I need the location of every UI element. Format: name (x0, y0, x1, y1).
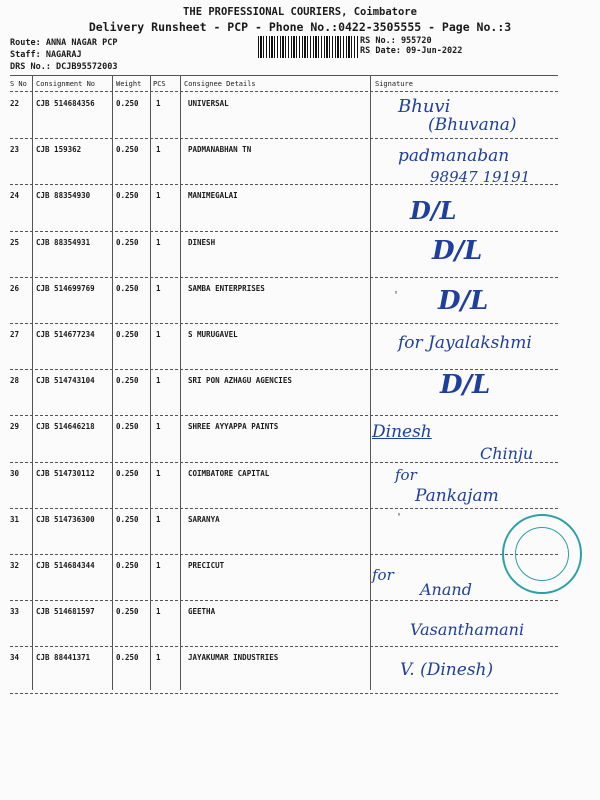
row-consignee: DINESH (188, 237, 216, 247)
col-consignee: Consignee Details (184, 80, 256, 88)
signature: V. (Dinesh) (400, 660, 494, 680)
signature: Vasanthamani (410, 620, 525, 639)
col-signature: Signature (375, 80, 413, 88)
header-title: Delivery Runsheet - PCP - Phone No.:0422-3505555 - Page No.:3 (88, 20, 512, 34)
signature: Chinju (480, 444, 534, 463)
signature: for (372, 566, 394, 584)
row-consignee: JAYAKUMAR INDUSTRIES (188, 653, 279, 663)
row-consignment-no: CJB 159362 (36, 145, 82, 155)
table-top-rule (10, 75, 558, 76)
row-pcs: 1 (156, 653, 161, 663)
col-consignment: Consignment No (36, 80, 96, 88)
row-consignment-no: CJB 88354930 (36, 191, 91, 201)
row-sno: 27 (10, 330, 20, 339)
signature: D/L (438, 286, 489, 316)
row-separator (10, 415, 558, 416)
row-consignee: SARANYA (188, 514, 220, 524)
row-separator (10, 277, 558, 278)
row-consignee: S MURUGAVEL (188, 330, 238, 339)
signature: D/L (440, 370, 491, 400)
header-company: THE PROFESSIONAL COURIERS, Coimbatore (183, 6, 417, 18)
row-consignee: PRECICUT (188, 561, 225, 570)
row-consignee: SRI PON AZHAGU AGENCIES (188, 376, 292, 386)
row-pcs: 1 (156, 283, 161, 293)
row-consignment-no: CJB 514681597 (36, 607, 95, 617)
row-weight: 0.250 (116, 468, 139, 478)
row-pcs: 1 (156, 422, 161, 432)
row-separator (10, 462, 558, 463)
tick-mark: ' (396, 512, 403, 523)
row-consignment-no: CJB 514730112 (36, 468, 95, 478)
row-weight: 0.250 (116, 653, 139, 663)
row-weight: 0.250 (116, 191, 139, 201)
row-pcs: 1 (156, 376, 161, 386)
barcode (258, 36, 358, 58)
row-separator (10, 508, 558, 509)
row-consignment-no: CJB 514684344 (36, 561, 95, 570)
row-sno: 29 (10, 422, 20, 432)
row-consignment-no: CJB 514646218 (36, 422, 95, 432)
row-separator (10, 693, 558, 694)
row-consignee: SAMBA ENTERPRISES (188, 283, 265, 293)
row-consignee: COIMBATORE CAPITAL (188, 468, 270, 478)
route-label: Route: ANNA NAGAR PCP (10, 38, 118, 48)
signature: padmanaban (398, 146, 510, 166)
row-pcs: 1 (156, 237, 161, 247)
col-divider (32, 76, 33, 690)
row-separator (10, 600, 558, 601)
row-consignee: MANIMEGALAI (188, 191, 238, 201)
row-sno: 26 (10, 283, 20, 293)
row-consignment-no: CJB 514684356 (36, 99, 95, 108)
signature: D/L (410, 196, 457, 225)
rs-date: RS Date: 09-Jun-2022 (360, 46, 463, 56)
row-weight: 0.250 (116, 607, 139, 617)
signature: Pankajam (415, 486, 499, 506)
col-pcs: PCS (153, 80, 166, 88)
row-consignee: PADMANABHAN TN (188, 145, 252, 155)
signature: Dinesh (372, 422, 432, 442)
signature: Bhuvi (398, 96, 451, 117)
signature: for (395, 466, 417, 484)
row-pcs: 1 (156, 607, 161, 617)
row-consignment-no: CJB 514736300 (36, 514, 95, 524)
row-sno: 28 (10, 376, 20, 386)
row-consignee: GEETHA (188, 607, 216, 617)
row-weight: 0.250 (116, 99, 139, 108)
row-separator (10, 231, 558, 232)
row-weight: 0.250 (116, 561, 139, 570)
row-weight: 0.250 (116, 283, 139, 293)
row-consignment-no: CJB 514677234 (36, 330, 95, 339)
row-consignment-no: CJB 88441371 (36, 653, 91, 663)
row-weight: 0.250 (116, 237, 139, 247)
row-pcs: 1 (156, 514, 161, 524)
row-sno: 32 (10, 561, 20, 570)
row-sno: 22 (10, 99, 20, 108)
row-consignment-no: CJB 88354931 (36, 237, 91, 247)
row-separator (10, 138, 558, 139)
col-weight: Weight (116, 80, 142, 88)
header-rule (10, 91, 558, 92)
row-separator (10, 554, 558, 555)
rs-number: RS No.: 955720 (360, 36, 432, 46)
signature: (Bhuvana) (428, 115, 517, 135)
row-sno: 34 (10, 653, 20, 663)
signature: for Jayalakshmi (398, 333, 532, 353)
signature: Anand (420, 580, 472, 599)
col-divider (112, 76, 113, 690)
row-sno: 30 (10, 468, 20, 478)
row-pcs: 1 (156, 99, 161, 108)
col-sno: S No (10, 80, 27, 88)
col-divider (150, 76, 151, 690)
row-pcs: 1 (156, 468, 161, 478)
row-consignee: SHREE AYYAPPA PAINTS (188, 422, 279, 432)
col-divider (180, 76, 181, 690)
stamp-inner-ring (515, 527, 569, 581)
drs-label: DRS No.: DCJB95572003 (10, 62, 118, 72)
row-weight: 0.250 (116, 145, 139, 155)
col-divider (370, 76, 371, 690)
row-pcs: 1 (156, 330, 161, 339)
row-sno: 31 (10, 514, 20, 524)
row-sno: 33 (10, 607, 20, 617)
row-consignee: UNIVERSAL (188, 99, 229, 108)
row-sno: 25 (10, 237, 20, 247)
row-consignment-no: CJB 514743104 (36, 376, 95, 386)
row-weight: 0.250 (116, 330, 139, 339)
tick-mark: ' (393, 290, 400, 301)
signature: D/L (432, 236, 483, 266)
row-weight: 0.250 (116, 376, 139, 386)
row-pcs: 1 (156, 145, 161, 155)
row-weight: 0.250 (116, 514, 139, 524)
row-separator (10, 646, 558, 647)
row-sno: 23 (10, 145, 20, 155)
row-consignment-no: CJB 514699769 (36, 283, 95, 293)
row-weight: 0.250 (116, 422, 139, 432)
row-pcs: 1 (156, 191, 161, 201)
company-stamp (502, 514, 582, 594)
row-pcs: 1 (156, 561, 161, 570)
row-separator (10, 323, 558, 324)
signature: 98947 19191 (430, 168, 531, 186)
staff-label: Staff: NAGARAJ (10, 50, 82, 60)
row-sno: 24 (10, 191, 20, 201)
